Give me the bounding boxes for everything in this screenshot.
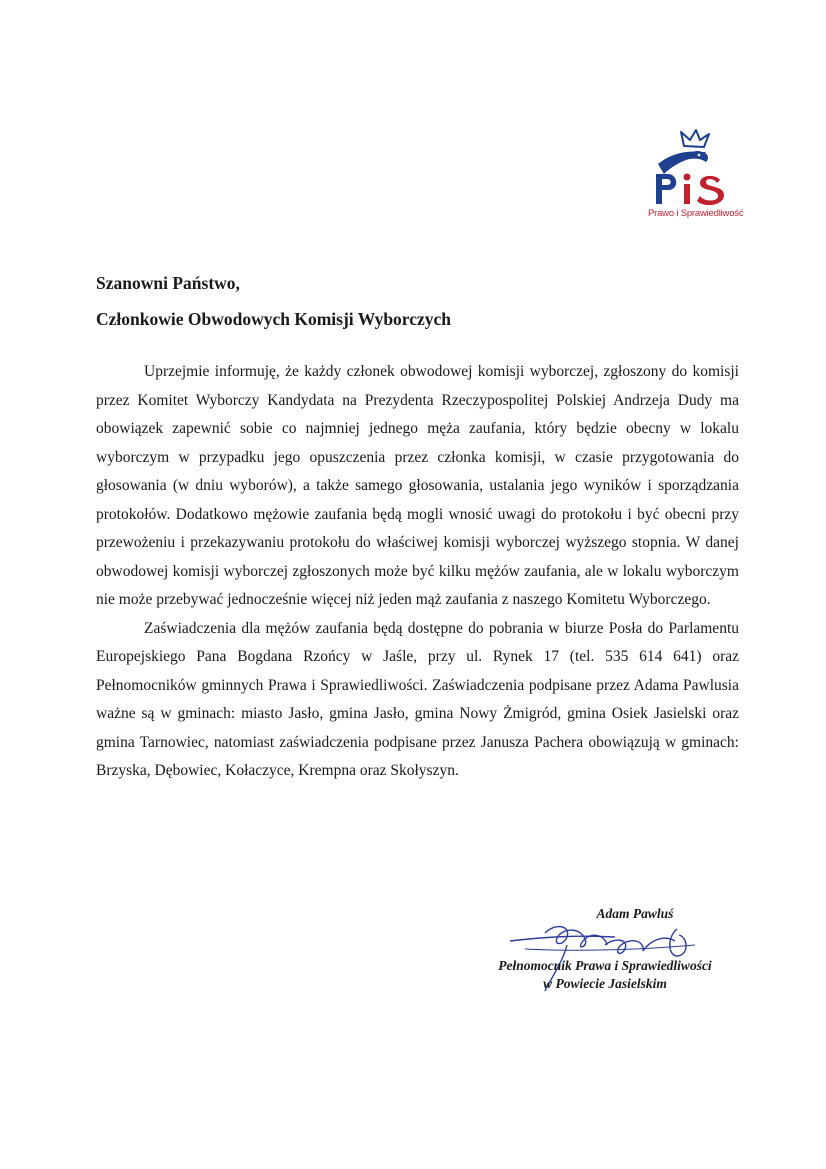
signatory-title: Pełnomocnik Prawa i Sprawiedliwości bbox=[498, 958, 712, 973]
salutation bbox=[96, 265, 451, 337]
signatory-region: w Powiecie Jasielskim bbox=[543, 976, 667, 991]
letter-body bbox=[96, 358, 739, 786]
eagle-crown-logo-icon bbox=[648, 128, 732, 208]
signatory-name: Adam Pawluś bbox=[596, 906, 674, 921]
logo-party-name: Prawo i Sprawiedliwość bbox=[648, 208, 744, 219]
paragraph-2: Zaświadczenia dla mężów zaufania będą dostępne do pobrania w biurze Posła do Parlamentu Europejskiego Pana Bogdana Rzońcy w Jaśle, przy ul. Rynek 17 (tel. 535 614 641) oraz Pełnomocników gminnych Prawa i Sprawiedliwości. Zaświadczenia podpisane przez Adama Pawlusia ważne są w gminach: miasto Jasło, gmina Jasło, gmina Nowy Żmigród, gmina Osiek Jasielski oraz gmina Tarnowiec, natomiast zaświadczenia podpisane przez Janusza Pachera obowiązują w gminach: Brzyska, Dębowiec, Kołaczyce, Krempna oraz Skołyszyn. bbox=[96, 619, 739, 779]
signature-block bbox=[470, 905, 740, 993]
paragraph-1: Uprzejmie informuję, że każdy członek obwodowej komisji wyborczej, zgłoszony do komisji przez Komitet Wyborczy Kandydata na Prezydenta Rzeczypospolitej Polskiej Andrzeja Dudy ma obowiązek zapewnić sobie co najmniej jednego męża zaufania, który będzie obecny w lokalu wyborczym w przypadku jego opuszczenia przez członka komisji, w czasie przygotowania do głosowania (w dniu wyborów), a także samego głosowania, ustalania jego wyników i sporządzania protokołów. Dodatkowo mężowie zaufania będą mogli wnosić uwagi do protokołu i być obecni przy przewożeniu i przekazywaniu protokołu do właściwej komisji wyborczej wyższego stopnia. W danej obwodowej komisji wyborczej zgłoszonych może być kilku mężów zaufania, ale w lokalu wyborczym nie może przebywać jednocześnie więcej niż jeden mąż zaufania z naszego Komitetu Wyborczego. bbox=[96, 363, 739, 608]
salutation-line-1: Szanowni Państwo, bbox=[96, 273, 240, 293]
salutation-line-2: Członkowie Obwodowych Komisji Wyborczych bbox=[96, 309, 452, 329]
party-logo bbox=[648, 128, 744, 224]
